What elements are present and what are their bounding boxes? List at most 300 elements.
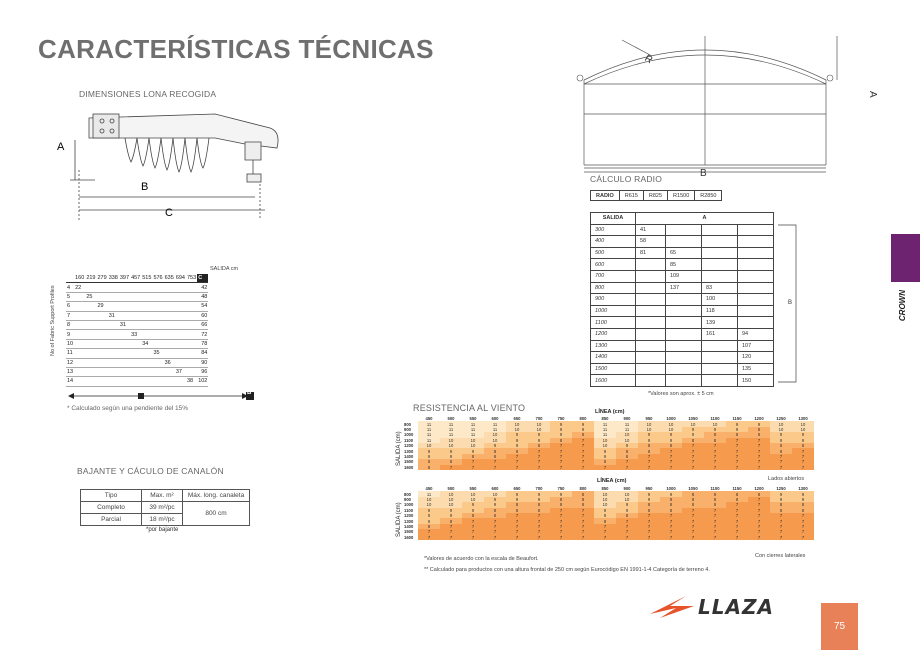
fabric-empty: [97, 358, 108, 367]
beaufort-cell: 8: [418, 524, 440, 529]
a-value: 135: [737, 363, 773, 375]
a-value: [636, 328, 666, 340]
beaufort-cell: 10: [440, 443, 462, 448]
salida-value: 1500: [591, 363, 636, 375]
fabric-empty: [164, 367, 175, 376]
beaufort-cell: 9: [726, 421, 748, 426]
beaufort-cell: 7: [440, 465, 462, 470]
beaufort-cell: 9: [638, 497, 660, 502]
beaufort-cell: 8: [748, 432, 770, 437]
salida-row-label: 1100: [404, 508, 418, 513]
fabric-empty: [175, 377, 186, 386]
beaufort-cell: 7: [770, 513, 792, 518]
beaufort-cell: 7: [638, 518, 660, 523]
radio-header: R1500: [668, 191, 695, 201]
canalon-tipo: Parcial: [81, 514, 142, 526]
beaufort-cell: 9: [792, 491, 814, 496]
beaufort-cell: 9: [616, 443, 638, 448]
beaufort-cell: 9: [572, 427, 594, 432]
radio-header: RADIO: [591, 191, 620, 201]
beaufort-cell: 7: [462, 524, 484, 529]
beaufort-cell: 7: [704, 513, 726, 518]
beaufort-cell: 9: [638, 438, 660, 443]
beaufort-cell: 11: [594, 432, 616, 437]
beaufort-cell: 9: [528, 432, 550, 437]
beaufort-cell: 10: [462, 443, 484, 448]
beaufort-cell: 10: [440, 491, 462, 496]
beaufort-cell: 7: [682, 454, 704, 459]
beaufort-cell: 10: [418, 443, 440, 448]
a-value: [636, 282, 666, 294]
fabric-empty: [152, 377, 163, 386]
linea-header: 1100: [704, 416, 726, 421]
fabric-empty: [164, 339, 175, 348]
beaufort-cell: 9: [682, 432, 704, 437]
beaufort-cell: 8: [660, 443, 682, 448]
beaufort-cell: 8: [682, 491, 704, 496]
fabric-empty: [74, 367, 85, 376]
beaufort-cell: 10: [616, 497, 638, 502]
dim-b-label: B: [141, 181, 149, 193]
beaufort-cell: 7: [550, 443, 572, 448]
beaufort-cell: 9: [792, 432, 814, 437]
beaufort-cell: 7: [792, 518, 814, 523]
a-value: 58: [636, 236, 666, 248]
fabric-empty: [164, 302, 175, 311]
fabric-empty: [164, 330, 175, 339]
canalon-header: Max. m²: [142, 490, 183, 502]
beaufort-cell: 8: [638, 448, 660, 453]
a-value: [737, 305, 773, 317]
fabric-c-value: 102: [198, 378, 208, 385]
beaufort-cell: 7: [660, 454, 682, 459]
beaufort-cell: 9: [770, 438, 792, 443]
a-value: [636, 270, 666, 282]
linea-header: 900: [616, 486, 638, 491]
beaufort-cell: 7: [726, 465, 748, 470]
beaufort-cell: 7: [770, 454, 792, 459]
beaufort-cell: 7: [550, 513, 572, 518]
a-value: [665, 375, 701, 387]
beaufort-cell: 10: [462, 438, 484, 443]
fabric-side-label: No of Fabric Support Profiles: [50, 285, 56, 356]
beaufort-cell: 8: [418, 465, 440, 470]
beaufort-cell: 8: [638, 508, 660, 513]
beaufort-cell: 8: [748, 427, 770, 432]
beaufort-cell: 9: [528, 491, 550, 496]
fabric-empty: [175, 292, 186, 301]
salida-row-label: 1600: [404, 535, 418, 540]
beaufort-cell: 8: [726, 497, 748, 502]
fabric-empty: [175, 311, 186, 320]
beaufort-cell: 7: [792, 448, 814, 453]
beaufort-cell: 7: [682, 524, 704, 529]
beaufort-cell: 9: [726, 427, 748, 432]
fabric-col-header: 753: [187, 275, 197, 282]
table-row: [591, 375, 774, 387]
beaufort-cell: 7: [572, 529, 594, 534]
salida-value: 1200: [591, 328, 636, 340]
a-value: [665, 294, 701, 306]
a-value: [636, 294, 666, 306]
fabric-empty: [97, 339, 108, 348]
beaufort-cell: 10: [440, 502, 462, 507]
radio-header: R2850: [695, 191, 722, 201]
fabric-empty: [186, 320, 197, 329]
beaufort-cell: 8: [660, 497, 682, 502]
fabric-empty: [97, 349, 108, 358]
beaufort-cell: 7: [440, 535, 462, 540]
beaufort-cell: 7: [616, 524, 638, 529]
beaufort-cell: 7: [572, 448, 594, 453]
table-row: [591, 363, 774, 375]
linea-header: 650: [506, 486, 528, 491]
beaufort-cell: 7: [616, 535, 638, 540]
profiles-count: 14: [67, 378, 74, 385]
fabric-empty: [119, 339, 130, 348]
beaufort-cell: 11: [594, 427, 616, 432]
beaufort-cell: 9: [638, 432, 660, 437]
table-row: [66, 367, 208, 376]
beaufort-cell: 10: [462, 497, 484, 502]
fabric-empty: [141, 349, 152, 358]
beaufort-cell: 7: [748, 443, 770, 448]
fabric-profiles-table: [66, 274, 208, 387]
beaufort-cell: 7: [704, 448, 726, 453]
fabric-value: 34: [141, 339, 152, 348]
beaufort-cell: 7: [594, 524, 616, 529]
beaufort-cell: 10: [528, 421, 550, 426]
beaufort-cell: 10: [682, 421, 704, 426]
linea-header: 1050: [682, 486, 704, 491]
linea-header: 1300: [792, 486, 814, 491]
folded-awning-drawing: [55, 100, 295, 225]
beaufort-cell: 8: [550, 497, 572, 502]
beaufort-cell: 10: [792, 421, 814, 426]
fabric-col-header: 219: [86, 275, 96, 282]
beaufort-cell: 10: [440, 438, 462, 443]
fabric-empty: [108, 358, 119, 367]
beaufort-cell: 7: [704, 524, 726, 529]
beaufort-cell: 7: [726, 438, 748, 443]
beaufort-cell: 7: [440, 529, 462, 534]
beaufort-cell: 7: [726, 513, 748, 518]
fabric-value: 29: [97, 302, 108, 311]
beaufort-cell: 8: [792, 508, 814, 513]
beaufort-cell: 11: [616, 427, 638, 432]
a-value: [737, 236, 773, 248]
beaufort-cell: 10: [792, 427, 814, 432]
table-row: [66, 302, 208, 311]
beaufort-cell: 8: [594, 518, 616, 523]
fabric-c-value: 90: [197, 358, 208, 367]
beaufort-cell: 10: [638, 427, 660, 432]
fabric-empty: [130, 358, 141, 367]
table-row: [591, 328, 774, 340]
fabric-value: 36: [164, 358, 175, 367]
beaufort-cell: 7: [660, 459, 682, 464]
beaufort-cell: 7: [704, 529, 726, 534]
beaufort-cell: 7: [484, 459, 506, 464]
beaufort-cell: 7: [528, 459, 550, 464]
beaufort-cell: 7: [638, 524, 660, 529]
beaufort-cell: 8: [770, 502, 792, 507]
beaufort-cell: 7: [792, 454, 814, 459]
beaufort-cell: 7: [726, 524, 748, 529]
linea-header: 950: [638, 416, 660, 421]
beaufort-cell: 7: [682, 508, 704, 513]
salida-row-label: 1200: [404, 443, 418, 448]
beaufort-cell: 7: [792, 513, 814, 518]
fabric-empty: [186, 358, 197, 367]
beaufort-cell: 10: [638, 421, 660, 426]
a-value: 107: [737, 340, 773, 352]
beaufort-cell: 8: [550, 438, 572, 443]
fabric-c-value: 72: [197, 330, 208, 339]
salida-value: 1600: [591, 375, 636, 387]
beaufort-cell: 7: [770, 524, 792, 529]
beaufort-cell: 11: [418, 491, 440, 496]
fabric-empty: [164, 320, 175, 329]
a-value: [665, 305, 701, 317]
beaufort-cell: 8: [440, 459, 462, 464]
a-value: [636, 352, 666, 364]
linea-header: 1100: [704, 486, 726, 491]
fabric-empty: [175, 330, 186, 339]
fabric-empty: [186, 349, 197, 358]
beaufort-cell: 8: [792, 502, 814, 507]
fabric-empty: [108, 330, 119, 339]
fabric-empty: [74, 349, 85, 358]
beaufort-cell: 7: [682, 518, 704, 523]
fabric-empty: [108, 339, 119, 348]
beaufort-cell: 7: [660, 529, 682, 534]
beaufort-cell: 7: [682, 443, 704, 448]
beaufort-cell: 7: [616, 518, 638, 523]
fabric-empty: [108, 349, 119, 358]
beaufort-cell: 7: [704, 465, 726, 470]
salida-value: 900: [591, 294, 636, 306]
beaufort-cell: 7: [682, 529, 704, 534]
beaufort-cell: 9: [660, 438, 682, 443]
a-value: [737, 294, 773, 306]
profiles-count: 11: [67, 350, 73, 357]
beaufort-cell: 8: [594, 459, 616, 464]
beaufort-cell: 11: [418, 421, 440, 426]
beaufort-cell: 9: [550, 432, 572, 437]
beaufort-cell: 7: [770, 518, 792, 523]
salida-value: 1000: [591, 305, 636, 317]
fabric-empty: [175, 349, 186, 358]
beaufort-cell: 8: [704, 438, 726, 443]
linea-header: 1000: [660, 486, 682, 491]
beaufort-cell: 7: [616, 459, 638, 464]
beaufort-cell: 7: [484, 524, 506, 529]
fabric-empty: [74, 339, 85, 348]
b-arrow: [68, 391, 258, 401]
table-row: [66, 358, 208, 367]
beaufort-cell: 9: [462, 502, 484, 507]
fabric-empty: [130, 339, 141, 348]
beaufort-cell: 8: [418, 459, 440, 464]
fabric-empty: [152, 367, 163, 376]
linea-header: 1150: [726, 416, 748, 421]
beaufort-cell: 7: [506, 535, 528, 540]
fabric-c-value: 54: [197, 302, 208, 311]
a-value: 120: [737, 352, 773, 364]
fabric-empty: [119, 377, 130, 386]
beaufort-cell: 7: [660, 513, 682, 518]
fabric-empty: [97, 330, 108, 339]
beaufort-cell: 9: [506, 443, 528, 448]
beaufort-cell: 7: [638, 535, 660, 540]
beaufort-cell: 7: [550, 524, 572, 529]
fabric-empty: [97, 320, 108, 329]
beaufort-cell: 7: [792, 535, 814, 540]
fabric-col-header: 160: [75, 275, 85, 282]
fabric-empty: [108, 292, 119, 301]
canalon-table: [80, 489, 250, 526]
canalon-note: *por bajante: [146, 527, 179, 533]
linea-header: 600: [484, 486, 506, 491]
salida-value: 1300: [591, 340, 636, 352]
beaufort-cell: 7: [462, 535, 484, 540]
fabric-empty: [85, 339, 96, 348]
wind-grid-open: [404, 416, 814, 470]
fabric-empty: [141, 302, 152, 311]
beaufort-cell: 11: [462, 427, 484, 432]
table-row: [591, 270, 774, 282]
fabric-col-header: 279: [97, 275, 107, 282]
a-value: [701, 224, 737, 236]
fabric-empty: [119, 330, 130, 339]
fabric-empty: [97, 292, 108, 301]
beaufort-cell: 7: [418, 529, 440, 534]
a-value: [636, 305, 666, 317]
beaufort-cell: 10: [484, 491, 506, 496]
fabric-empty: [141, 358, 152, 367]
beaufort-cell: 7: [726, 459, 748, 464]
fabric-empty: [130, 349, 141, 358]
beaufort-cell: 7: [550, 459, 572, 464]
beaufort-cell: 7: [682, 459, 704, 464]
fabric-empty: [152, 320, 163, 329]
fabric-empty: [97, 311, 108, 320]
fabric-empty: [108, 377, 119, 386]
beaufort-cell: 9: [594, 513, 616, 518]
fabric-empty: [152, 311, 163, 320]
beaufort-cell: 9: [792, 497, 814, 502]
beaufort-cell: 7: [704, 459, 726, 464]
table-row: [66, 283, 208, 292]
beaufort-cell: 8: [638, 443, 660, 448]
beaufort-cell: 10: [418, 502, 440, 507]
beaufort-cell: 8: [440, 518, 462, 523]
beaufort-cell: 8: [682, 502, 704, 507]
beaufort-cell: 7: [572, 454, 594, 459]
beaufort-cell: 9: [550, 427, 572, 432]
beaufort-cell: 11: [484, 421, 506, 426]
fabric-empty: [164, 377, 175, 386]
beaufort-cell: 7: [462, 465, 484, 470]
radio-a-table: [590, 212, 774, 387]
beaufort-cell: 7: [748, 459, 770, 464]
beaufort-cell: 7: [638, 513, 660, 518]
beaufort-cell: 10: [616, 432, 638, 437]
beaufort-cell: 7: [726, 443, 748, 448]
beaufort-cell: 7: [616, 529, 638, 534]
canalon-tipo: Completo: [81, 502, 142, 514]
linea-header: 1250: [770, 486, 792, 491]
beaufort-cell: 10: [616, 491, 638, 496]
beaufort-cell: 7: [506, 529, 528, 534]
table-row: [591, 317, 774, 329]
beaufort-cell: 9: [506, 497, 528, 502]
a-value: 137: [665, 282, 701, 294]
fabric-col-header: 635: [164, 275, 174, 282]
beaufort-cell: 7: [792, 459, 814, 464]
beaufort-cell: 11: [440, 427, 462, 432]
beaufort-cell: 9: [484, 443, 506, 448]
fabric-col-header: 457: [131, 275, 141, 282]
beaufort-cell: 8: [462, 454, 484, 459]
canalon-max: 18 m²/pc: [142, 514, 183, 526]
fabric-empty: [175, 283, 186, 292]
beaufort-cell: 8: [704, 432, 726, 437]
closed-sides-label: Con cierres laterales: [755, 553, 806, 559]
beaufort-cell: 9: [528, 438, 550, 443]
beaufort-cell: 8: [528, 508, 550, 513]
beaufort-cell: 7: [748, 513, 770, 518]
beaufort-cell: 7: [528, 524, 550, 529]
arch-a-label: A: [867, 91, 878, 98]
fabric-col-header: 338: [108, 275, 118, 282]
fabric-empty: [141, 377, 152, 386]
brand-name: LLAZA: [698, 595, 774, 619]
beaufort-cell: 7: [748, 529, 770, 534]
fabric-empty: [108, 302, 119, 311]
salida-label-2: SALIDA (cm): [396, 502, 402, 537]
arch-drawing: [572, 30, 878, 180]
wind-note-1: *Valores de acuerdo con la escala de Beaufort.: [424, 556, 539, 562]
beaufort-cell: 10: [418, 497, 440, 502]
beaufort-cell: 9: [616, 508, 638, 513]
fabric-c-value: 60: [197, 311, 208, 320]
fabric-empty: [164, 349, 175, 358]
salida-header: SALIDA: [591, 213, 636, 225]
linea-header: 550: [462, 416, 484, 421]
a-value: 85: [665, 259, 701, 271]
beaufort-cell: 11: [462, 421, 484, 426]
salida-row-label: 1000: [404, 432, 418, 437]
linea-header: 600: [484, 416, 506, 421]
beaufort-cell: 7: [528, 518, 550, 523]
fabric-empty: [74, 377, 85, 386]
beaufort-cell: 7: [660, 465, 682, 470]
beaufort-cell: 7: [528, 529, 550, 534]
fabric-empty: [141, 330, 152, 339]
fabric-note: * Calculado según una pendiente del 15%: [67, 405, 189, 412]
fabric-empty: [97, 283, 108, 292]
beaufort-cell: 11: [616, 421, 638, 426]
table-row: [66, 377, 208, 386]
beaufort-cell: 7: [506, 459, 528, 464]
beaufort-cell: 7: [726, 535, 748, 540]
linea-header: 500: [440, 486, 462, 491]
fabric-empty: [152, 339, 163, 348]
beaufort-cell: 11: [484, 427, 506, 432]
linea-header: 1300: [792, 416, 814, 421]
